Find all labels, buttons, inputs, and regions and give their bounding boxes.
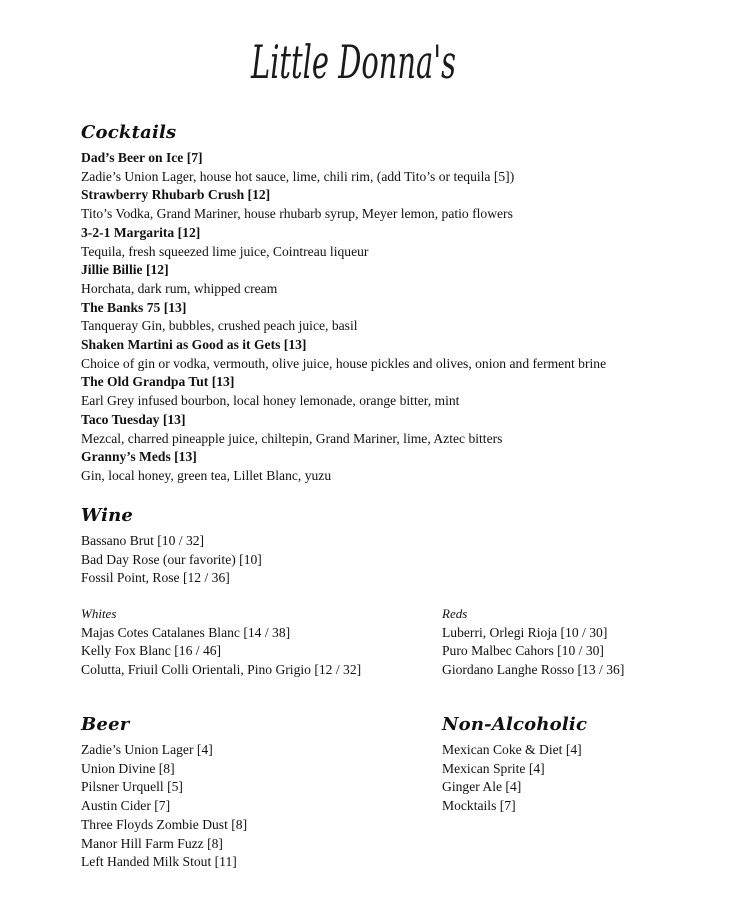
drink-name: Strawberry Rhubarb Crush [12] <box>81 187 271 203</box>
non-alcoholic-item: Mexican Coke & Diet [4] <box>442 742 582 757</box>
beer-section <box>81 714 247 872</box>
drink-name: Dad’s Beer on Ice [7] <box>81 150 203 165</box>
drink-name: 3-2-1 Margarita [12] <box>81 224 201 240</box>
drink-name: Jillie Billie [12] <box>81 262 169 278</box>
drink-description: Earl Grey infused bourbon, local honey lemonade, orange bitter, mint <box>81 393 460 409</box>
beer-list <box>81 741 247 872</box>
whites-column <box>81 605 361 680</box>
cocktails-section <box>81 122 606 486</box>
drink-name: The Old Grandpa Tut [13] <box>81 374 235 390</box>
cocktail-item <box>81 411 606 448</box>
reds-column <box>442 605 624 680</box>
drink-name: Shaken Martini as Good as it Gets [13] <box>81 337 307 353</box>
cocktail-item <box>81 373 606 410</box>
drink-description: Zadie’s Union Lager, house hot sauce, lime, chili rim, (add Tito’s or tequila [5]) <box>81 168 515 184</box>
wine-section <box>81 505 262 588</box>
beer-item: Union Divine [8] <box>81 760 175 776</box>
wine-item: Kelly Fox Blanc [16 / 46] <box>81 643 222 659</box>
cocktail-item <box>81 224 606 261</box>
cocktail-item <box>81 149 606 186</box>
wine-item: Puro Malbec Cahors [10 / 30] <box>442 643 604 659</box>
beer-item: Zadie’s Union Lager [4] <box>81 742 213 757</box>
wine-heading: Wine <box>81 505 134 526</box>
drink-description: Horchata, dark rum, whipped cream <box>81 280 278 296</box>
beer-heading: Beer <box>81 714 130 735</box>
non-alcoholic-section <box>442 714 587 816</box>
cocktail-item <box>81 186 606 223</box>
wine-item: Majas Cotes Catalanes Blanc [14 / 38] <box>81 624 291 640</box>
cocktail-item <box>81 261 606 298</box>
non-alcoholic-heading: Non-Alcoholic <box>442 714 588 735</box>
cocktail-item <box>81 448 606 485</box>
wine-item: Giordano Langhe Rosso [13 / 36] <box>442 662 625 678</box>
beer-item: Manor Hill Farm Fuzz [8] <box>81 835 223 851</box>
non-alcoholic-item: Ginger Ale [4] <box>442 779 522 795</box>
cocktail-list <box>81 149 606 486</box>
beer-item: Left Handed Milk Stout [11] <box>81 854 237 870</box>
beer-item: Pilsner Urquell [5] <box>81 779 183 795</box>
wine-item: Bad Day Rose (our favorite) [10] <box>81 551 262 567</box>
wine-item: Luberri, Orlegi Rioja [10 / 30] <box>442 624 608 640</box>
cocktails-heading: Cocktails <box>81 122 177 143</box>
drink-description: Tanqueray Gin, bubbles, crushed peach juice, basil <box>81 318 358 334</box>
beer-item: Austin Cider [7] <box>81 798 171 814</box>
drink-description: Mezcal, charred pineapple juice, chiltepin, Grand Mariner, lime, Aztec bitters <box>81 430 503 446</box>
non-alcoholic-list <box>442 741 587 816</box>
logo <box>0 20 742 105</box>
logo-script <box>241 20 501 100</box>
beer-item: Three Floyds Zombie Dust [8] <box>81 816 248 832</box>
wine-item: Fossil Point, Rose [12 / 36] <box>81 570 230 586</box>
non-alcoholic-item: Mexican Sprite [4] <box>442 760 545 776</box>
drink-description: Tito’s Vodka, Grand Mariner, house rhubarb syrup, Meyer lemon, patio flowers <box>81 206 513 222</box>
drink-description: Choice of gin or vodka, vermouth, olive juice, house pickles and olives, onion and ferment brine <box>81 355 607 371</box>
non-alcoholic-item: Mocktails [7] <box>442 798 516 814</box>
drink-name: Taco Tuesday [13] <box>81 411 186 427</box>
cocktail-item <box>81 336 606 373</box>
sparkling-list <box>81 532 262 588</box>
reds-label: Reds <box>442 606 468 621</box>
drink-description: Tequila, fresh squeezed lime juice, Cointreau liqueur <box>81 243 369 259</box>
drink-name: Granny’s Meds [13] <box>81 449 197 465</box>
logo-text: Little Donna's <box>250 35 456 89</box>
wine-item: Colutta, Friuil Colli Orientali, Pino Grigio [12 / 32] <box>81 662 362 678</box>
whites-label: Whites <box>81 606 117 621</box>
cocktail-item <box>81 299 606 336</box>
wine-item: Bassano Brut [10 / 32] <box>81 533 205 548</box>
drink-description: Gin, local honey, green tea, Lillet Blanc, yuzu <box>81 467 332 483</box>
drink-name: The Banks 75 [13] <box>81 299 187 315</box>
